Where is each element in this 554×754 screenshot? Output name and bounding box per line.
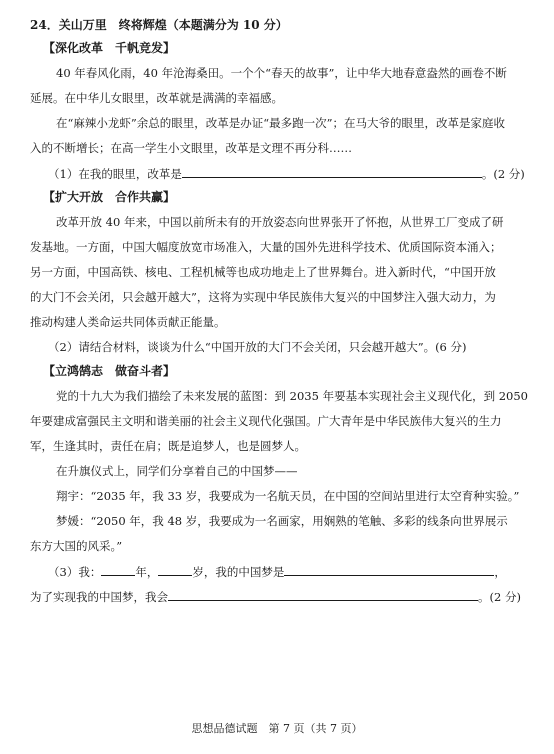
answer-blank-dream[interactable] — [284, 563, 494, 576]
paragraph-line: 的大门不会关闭，只会越开越大”，这将为实现中华民族伟大复兴的中国梦注入强大动力，为 — [30, 290, 496, 304]
question-title: 24．关山万里 终将辉煌（本题满分为 10 分） — [30, 18, 288, 32]
section-heading-reform: 【深化改革 千帆竞发】 — [43, 41, 176, 55]
question-3-line-2 — [30, 588, 521, 605]
paragraph-line: 党的十九大为我们描绘了未来发展的蓝图：到 2035 年要基本实现社会主义现代化，到 2050 — [56, 389, 528, 403]
paragraph-line: 40 年春风化雨，40 年沧海桑田。一个个“春天的故事”，让中华大地春意盎然的画卷不断 — [56, 66, 507, 80]
paragraph-line: 东方大国的风采。” — [30, 539, 123, 553]
question-3-year-label: 年， — [135, 565, 159, 579]
paragraph-line: 入的不断增长；在高一学生小文眼里，改革是文理不再分科…… — [30, 141, 352, 155]
question-1-prefix: （1）在我的眼里，改革是 — [48, 167, 182, 181]
paragraph-line: 另一方面，中国高铁、核电、工程机械等也成功地走上了世界舞台。进入新时代，“中国开放 — [30, 265, 496, 279]
paragraph-line: 改革开放 40 年来，中国以前所未有的开放姿态向世界张开了怀抱，从世界工厂变成了研 — [56, 215, 504, 229]
question-3-comma: ， — [494, 565, 506, 579]
question-1 — [48, 165, 525, 182]
section-heading-striver: 【立鸿鹄志 做奋斗者】 — [43, 364, 176, 378]
paragraph-line: 在“麻辣小龙虾”余总的眼里，改革是办证“最多跑一次”；在马大爷的眼里，改革是家庭收 — [56, 116, 506, 130]
paragraph-line: 梦媛：“2050 年，我 48 岁，我要成为一名画家，用娴熟的笔触、多彩的线条向世界展示 — [56, 514, 508, 528]
answer-blank-action[interactable] — [168, 588, 478, 601]
paragraph-line: 年要建成富强民主文明和谐美丽的社会主义现代化强国。广大青年是中华民族伟大复兴的生力 — [30, 414, 502, 428]
paragraph-line: 军，生逢其时，责任在肩；既是追梦人，也是圆梦人。 — [30, 439, 306, 453]
paragraph-line: 发基地。一方面，中国大幅度放宽市场准入，大量的国外先进科学技术、优质国际资本涌入； — [30, 240, 502, 254]
question-3-line-1 — [48, 563, 506, 580]
question-3-prefix: （3）我： — [48, 565, 102, 579]
question-3-dream-label: 岁，我的中国梦是 — [192, 565, 285, 579]
question-1-score: 。(2 分) — [481, 167, 525, 181]
paragraph-line: 翔宇：“2035 年，我 33 岁，我要成为一名航天员，在中国的空间站里进行太空育种实验。” — [56, 489, 520, 503]
question-3-score: 。(2 分) — [478, 590, 521, 604]
paragraph-line: 在升旗仪式上，同学们分享着自己的中国梦—— — [56, 464, 298, 478]
page-footer: 思想品德试题 第 7 页（共 7 页） — [191, 722, 363, 735]
answer-blank-year[interactable] — [101, 563, 135, 576]
paragraph-line: 延展。在中华儿女眼里，改革就是满满的幸福感。 — [30, 91, 283, 105]
answer-blank-1[interactable] — [182, 165, 482, 178]
answer-blank-age[interactable] — [158, 563, 192, 576]
section-heading-opening: 【扩大开放 合作共赢】 — [43, 190, 176, 204]
paragraph-line: 推动构建人类命运共同体贡献正能量。 — [30, 315, 226, 329]
question-2: （2）请结合材料，谈谈为什么“中国开放的大门不会关闭，只会越开越大”。(6 分) — [48, 340, 467, 354]
question-3-action-label: 为了实现我的中国梦，我会 — [30, 590, 168, 604]
